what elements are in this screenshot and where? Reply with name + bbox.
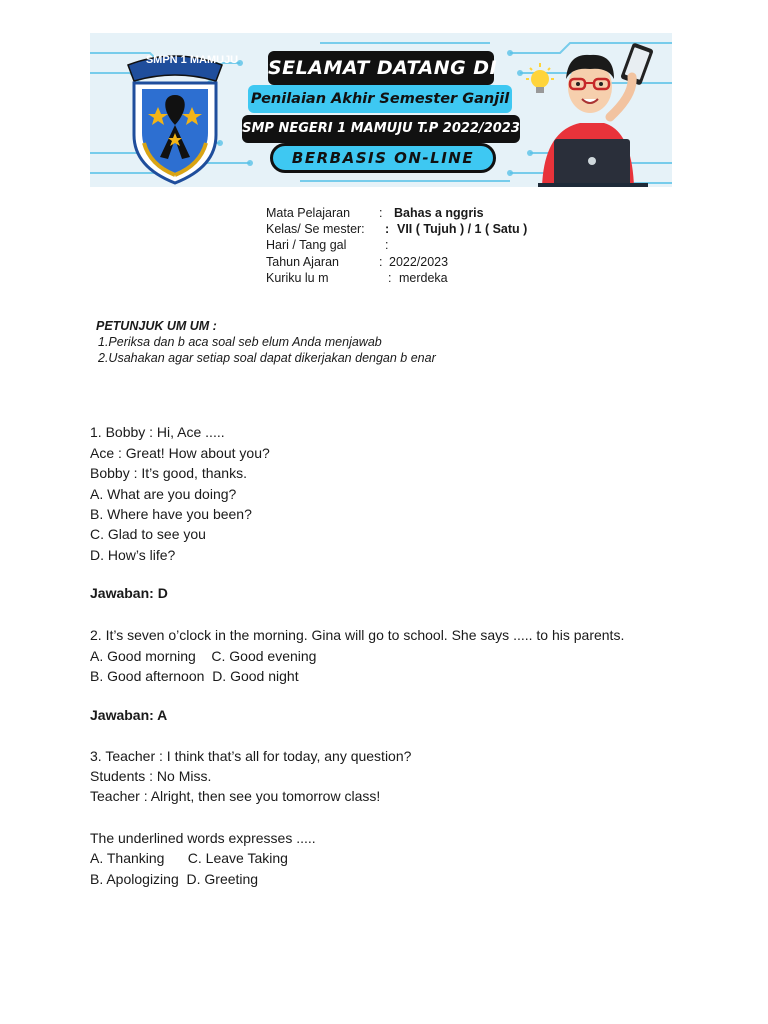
question-1-answer: Jawaban: D [90,585,168,601]
info-colon: : [379,206,383,220]
question-2-prompt: 2. It’s seven o’clock in the morning. Gina will go to school. She says ..... to his parents. [90,627,625,643]
question-1-line: Bobby : It’s good, thanks. [90,465,247,481]
info-value: merdeka [399,270,448,285]
info-value: 2022/2023 [389,254,449,269]
question-3-prompt: 3. Teacher : I think that’s all for today, any question? [90,748,412,764]
question-2-options-bd: B. Good afternoon D. Good night [90,668,299,684]
banner-title-online: BERBASIS ON-LINE [270,143,496,173]
banner-title-exam: Penilaian Akhir Semester Ganjil [248,85,512,113]
info-label: Kelas/ Se mester: [266,222,365,237]
logo-label: SMPN 1 MAMUJU [145,54,239,66]
banner-title-school: SMP NEGERI 1 MAMUJU T.P 2022/2023 [242,115,520,143]
question-1-option-c: C. Glad to see you [90,526,206,542]
info-colon: : [385,222,390,237]
info-label: Tahun Ajaran [266,254,339,269]
info-label: Hari / Tang gal [266,238,347,253]
question-2-answer: Jawaban: A [90,707,168,723]
question-3-line: Teacher : Alright, then see you tomorrow class! [90,788,381,804]
question-3-line: Students : No Miss. [90,768,212,784]
info-colon: : [385,238,389,253]
question-3-options-bd: B. Apologizing D. Greeting [90,871,259,887]
info-colon: : [379,254,383,269]
info-label: Mata Pelajaran [266,206,351,220]
phone-icon [620,42,654,85]
info-label: Kuriku lu m [266,270,329,285]
question-3-line: The underlined words expresses ..... [90,830,316,846]
info-colon: : [388,270,392,285]
question-1-line: Ace : Great! How about you? [90,445,270,461]
question-1-prompt: 1. Bobby : Hi, Ace ..... [90,424,225,440]
question-1-option-d: D. How’s life? [90,547,176,563]
question-1-option-a: A. What are you doing? [90,486,237,502]
question-2-options-ac: A. Good morning C. Good evening [90,648,317,664]
header-banner [90,33,672,187]
general-instructions [96,318,436,366]
info-value: Bahas a nggris [394,206,484,220]
info-value: VII ( Tujuh ) / 1 ( Satu ) [397,222,528,237]
lightbulb-icon [526,63,554,93]
student-laptop-illustration [522,35,672,187]
instruction-item: 2.Usahakan agar setiap soal dapat dikerjakan dengan b enar [98,351,436,365]
question-3-options-ac: A. Thanking C. Leave Taking [90,850,288,866]
instructions-title: PETUNJUK UM UM : [96,319,217,333]
instruction-item: 1.Periksa dan b aca soal seb elum Anda menjawab [98,335,382,349]
banner-title-welcome: SELAMAT DATANG DI [268,51,494,85]
question-1-option-b: B. Where have you been? [90,506,252,522]
